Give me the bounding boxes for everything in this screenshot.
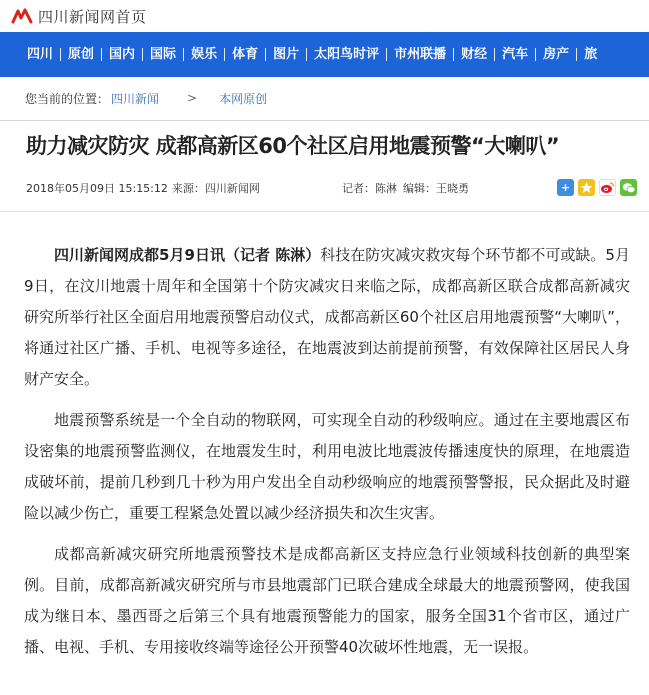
qzone-share-icon[interactable]	[578, 179, 595, 196]
source-label: 来源：	[171, 182, 205, 195]
plus-share-icon[interactable]: +	[557, 179, 574, 196]
breadcrumb-section-link[interactable]: 本网原创	[219, 91, 268, 106]
reporter-label: 记者：	[342, 182, 375, 195]
article-source: 四川新闻网	[204, 182, 260, 195]
article-editor: 王晓勇	[436, 182, 469, 195]
article-lead: 四川新闻网成都5月9日讯（记者 陈淋）	[54, 246, 321, 264]
breadcrumb-arrow-icon: >	[187, 91, 198, 105]
editor-label: 编辑：	[403, 182, 436, 195]
nav-item[interactable]: 图片	[273, 47, 300, 62]
nav-item[interactable]: 四川	[27, 47, 54, 62]
nav-item[interactable]: 汽车	[502, 47, 529, 62]
nav-item[interactable]: 旅	[584, 47, 598, 62]
wechat-share-icon[interactable]	[620, 179, 637, 196]
article-paragraph: 地震预警系统是一个全自动的物联网，可实现全自动的秒级响应。通过在主要地震区布设密集的地震预警监测仪，在地震发生时，利用电波比地震波传播速度快的原理，在地震造成破坏前，提前几秒到几十秒为用户发出全自动秒级响应的地震预警警报，民众据此及时避险以减少伤亡，重要工程紧急处置以减少经济损失和次生灾害。	[24, 411, 630, 522]
nav-item[interactable]: 太阳鸟时评	[314, 47, 380, 62]
sichuan-news-logo-icon[interactable]	[11, 8, 33, 24]
article-reporter: 陈淋	[375, 182, 397, 195]
nav-item[interactable]: 原创	[68, 47, 95, 62]
top-bar	[0, 0, 649, 32]
nav-list	[0, 32, 649, 77]
weibo-share-icon[interactable]	[599, 179, 616, 196]
nav-item[interactable]: 财经	[461, 47, 488, 62]
share-buttons	[557, 179, 637, 196]
nav-item[interactable]: 娱乐	[191, 47, 218, 62]
article-paragraph: 成都高新减灾研究所地震预警技术是成都高新区支持应急行业领域科技创新的典型案例。目前，成都高新减灾研究所与市县地震部门已联合建成全球最大的地震预警网，使我国成为继日本、墨西哥之后第三个具有地震预警能力的国家，服务全国31个省市区，通过广播、电视、手机、专用接收终端等途径公开预警40次破坏性地震，无一误报。	[24, 545, 630, 656]
nav-item[interactable]: 房产	[543, 47, 570, 62]
breadcrumb-home-link[interactable]: 四川新闻	[111, 91, 160, 106]
nav-item[interactable]: 国内	[109, 47, 136, 62]
article-paragraph	[24, 240, 630, 395]
nav-item[interactable]: 国际	[150, 47, 177, 62]
site-home-link[interactable]: 四川新闻网首页	[38, 7, 147, 26]
breadcrumb	[25, 86, 625, 110]
breadcrumb-label: 您当前的位置：	[25, 91, 110, 106]
nav-item[interactable]: 市州联播	[394, 47, 447, 62]
article-paragraph-text: 科技在防灾减灾救灾每个环节都不可或缺。5月9日，在汶川地震十周年和全国第十个防灾减灾日来临之际，成都高新区联合成都高新减灾研究所举行社区全面启用地震预警启动仪式，成都高新区60个社区启用地震预警“大喇叭”，将通过社区广播、手机、电视等多途径，在地震波到达前提前预警，有效保障社区居民人身财产安全。	[24, 246, 630, 388]
article-meta	[26, 178, 626, 198]
divider	[0, 120, 649, 121]
nav-item[interactable]: 体育	[232, 47, 259, 62]
article-title: 助力减灾防灾 成都高新区60个社区启用地震预警“大喇叭”	[26, 134, 560, 158]
main-nav	[0, 32, 649, 77]
article-body	[24, 240, 630, 673]
article-date: 2018年05月09日 15:15:12	[26, 182, 168, 195]
divider	[0, 211, 649, 212]
